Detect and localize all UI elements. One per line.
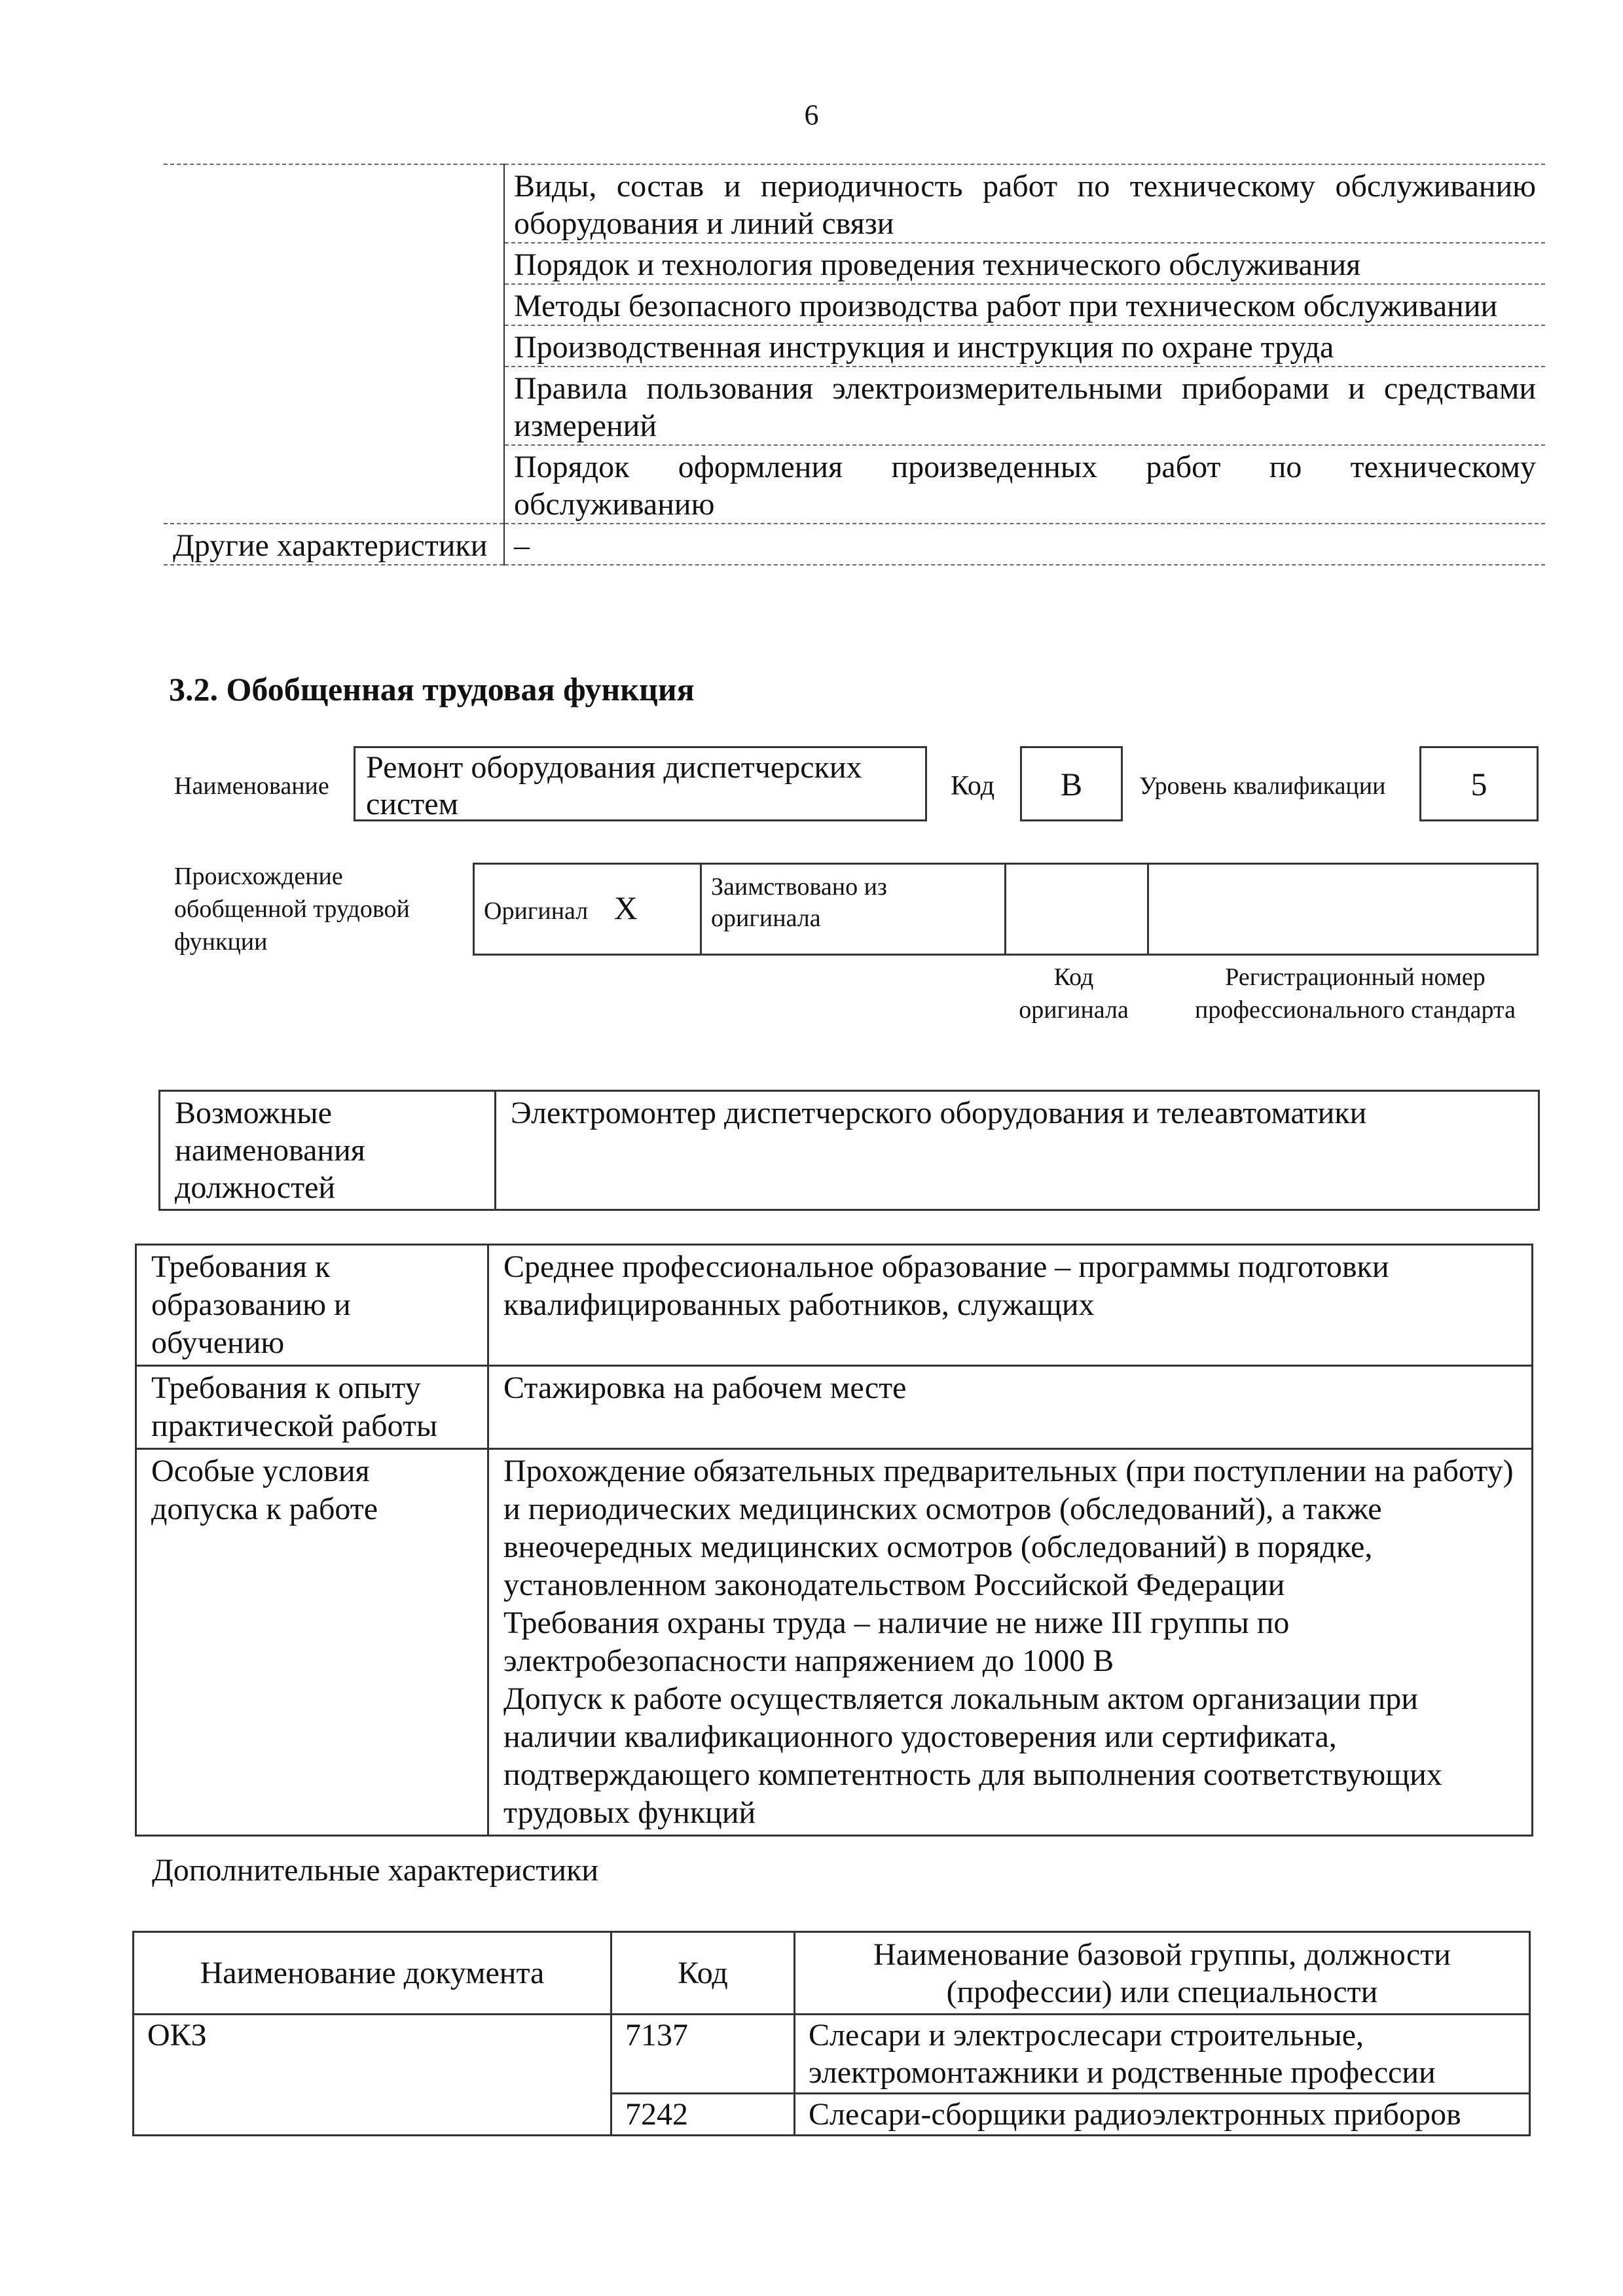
original-code-caption: Код оригинала (1019, 963, 1129, 1024)
positions-value: Электромонтер диспетчерского оборудования и телеавтоматики (496, 1091, 1539, 1210)
name-label: Наименование (174, 772, 329, 800)
level-value-box: 5 (1419, 746, 1539, 821)
knowledge-item: Порядок и технология проведения технического обслуживания (504, 243, 1545, 284)
table-row (164, 524, 1545, 565)
code-cell: 7137 (611, 2015, 795, 2094)
original-code-cell (1006, 864, 1148, 955)
additional-title: Дополнительные характеристики (152, 1853, 599, 1888)
other-characteristics-label: Другие характеристики (164, 524, 504, 565)
positions-label: Возможные наименования должностей (160, 1091, 496, 1210)
knowledge-label-cell (164, 164, 504, 524)
experience-value (488, 1366, 1533, 1449)
education-label: Требования к образованию и обучению (136, 1245, 488, 1366)
doc-name-cell: ОКЗ (134, 2015, 611, 2136)
knowledge-item: Методы безопасного производства работ при техническом обслуживании (504, 284, 1545, 325)
header-doc-name: Наименование документа (134, 1932, 611, 2015)
table-row (134, 1932, 1530, 2015)
original-mark: Х (613, 889, 638, 926)
knowledge-table (164, 164, 1545, 565)
page-number: 6 (804, 99, 819, 131)
knowledge-item: Порядок оформления произведенных работ по техническому обслуживанию (514, 450, 1536, 522)
knowledge-item: Производственная инструкция и инструкция по охране труда (504, 325, 1545, 367)
code-label: Код (951, 771, 995, 801)
section-heading: 3.2. Обобщенная трудовая функция (169, 671, 695, 708)
table-row (160, 1091, 1539, 1210)
requirement-line: Среднее профессиональное образование – программы подготовки квалифицированных работников, служащих (503, 1249, 1389, 1322)
admission-value (488, 1449, 1533, 1836)
header-code: Код (611, 1932, 795, 2015)
table-row (474, 864, 1538, 955)
borrowed-cell: Заимствовано из оригинала (701, 864, 1006, 955)
table-row (136, 1449, 1533, 1836)
registration-number-caption: Регистрационный номер профессионального стандарта (1195, 963, 1516, 1024)
origin-label: Происхождение обобщенной трудовой функции (174, 863, 410, 956)
requirement-line: Допуск к работе осуществляется локальным актом организации при наличии квалификационного удостоверения или сертификата, подтверждающего компетентность для выполнения соответствующих трудовых функций (503, 1681, 1442, 1830)
requirements-table (135, 1244, 1533, 1837)
requirement-line: Требования охраны труда – наличие не ниже III группы по электробезопасности напряжением до 1000 В (503, 1605, 1290, 1678)
level-label: Уровень квалификации (1139, 772, 1386, 800)
positions-table (158, 1090, 1540, 1211)
education-value (488, 1245, 1533, 1366)
registration-number-cell (1148, 864, 1538, 955)
additional-table (132, 1931, 1531, 2136)
admission-label: Особые условия допуска к работе (136, 1449, 488, 1836)
origin-table (473, 863, 1539, 956)
other-characteristics-value: – (504, 524, 1545, 565)
table-row (164, 164, 1545, 243)
code-value-box: В (1020, 746, 1123, 821)
knowledge-item: Виды, состав и периодичность работ по техническому обслуживанию оборудования и линий связи (504, 164, 1545, 243)
header-group-name: Наименование базовой группы, должности (профессии) или специальности (795, 1932, 1530, 2015)
original-label: Оригинал (484, 897, 589, 925)
code-cell: 7242 (611, 2094, 795, 2136)
knowledge-item: Правила пользования электроизмерительными приборами и средствами измерений (504, 367, 1545, 445)
group-name-cell: Слесари и электрослесари строительные, электромонтажники и родственные профессии (795, 2015, 1530, 2094)
table-row (136, 1245, 1533, 1366)
table-row (134, 2015, 1530, 2094)
table-row (136, 1366, 1533, 1449)
requirement-line: Прохождение обязательных предварительных (при поступлении на работу) и периодических медицинских осмотров (обследований), а также внеочередных медицинских осмотров (обследований) в порядке, установленном законодательством Российской Федерации (503, 1454, 1514, 1602)
original-cell (474, 864, 701, 955)
function-name-box: Ремонт оборудования диспетчерских систем (354, 746, 927, 821)
group-name-cell: Слесари-сборщики радиоэлектронных приборов (795, 2094, 1530, 2136)
requirement-line: Стажировка на рабочем месте (503, 1371, 907, 1405)
experience-label: Требования к опыту практической работы (136, 1366, 488, 1449)
